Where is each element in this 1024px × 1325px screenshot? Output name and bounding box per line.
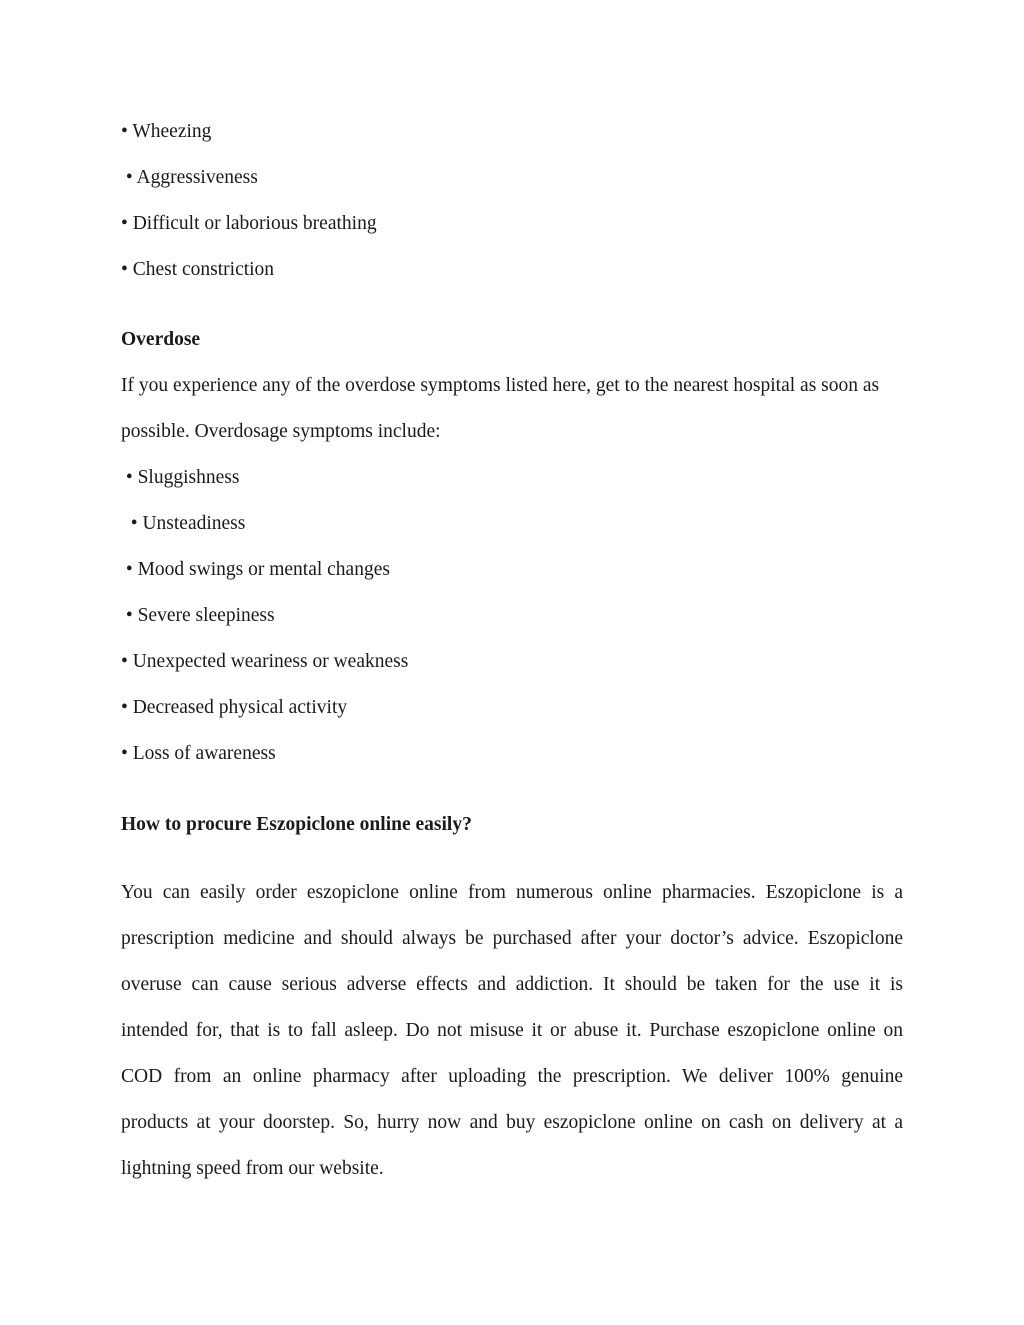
list-item-aggressiveness: • Aggressiveness [121,167,258,188]
list-item-wheezing: • Wheezing [121,121,212,142]
symptom-decreased-activity: • Decreased physical activity [121,697,348,718]
procure-paragraph-line: intended for, that is to fall asleep. Do not misuse it or abuse it. Purchase eszopiclone online on [121,1020,903,1041]
symptom-loss-of-awareness: • Loss of awareness [121,743,276,764]
symptom-severe-sleepiness: • Severe sleepiness [121,605,275,626]
overdose-heading: Overdose [121,329,201,350]
procure-heading: How to procure Eszopiclone online easily? [121,814,472,835]
procure-paragraph-line: overuse can cause serious adverse effects and addiction. It should be taken for the use it is [121,974,903,995]
symptom-unsteadiness: • Unsteadiness [121,513,246,534]
symptom-weariness: • Unexpected weariness or weakness [121,651,409,672]
overdose-intro-line-1: If you experience any of the overdose symptoms listed here, get to the nearest hospital as soon as [121,375,880,396]
overdose-intro-line-2: possible. Overdosage symptoms include: [121,421,441,442]
procure-paragraph-line: products at your doorstep. So, hurry now and buy eszopiclone online on cash on delivery at a [121,1112,903,1133]
procure-paragraph-line: You can easily order eszopiclone online from numerous online pharmacies. Eszopiclone is a [121,882,903,903]
symptom-sluggishness: • Sluggishness [121,467,240,488]
list-item-difficult-breathing: • Difficult or laborious breathing [121,213,377,234]
procure-paragraph-line: prescription medicine and should always be purchased after your doctor’s advice. Eszopiclone [121,928,903,949]
list-item-chest-constriction: • Chest constriction [121,259,275,280]
symptom-mood-swings: • Mood swings or mental changes [121,559,390,580]
procure-paragraph-line: COD from an online pharmacy after uploading the prescription. We deliver 100% genuine [121,1066,903,1087]
procure-paragraph-line-last: lightning speed from our website. [121,1158,384,1179]
